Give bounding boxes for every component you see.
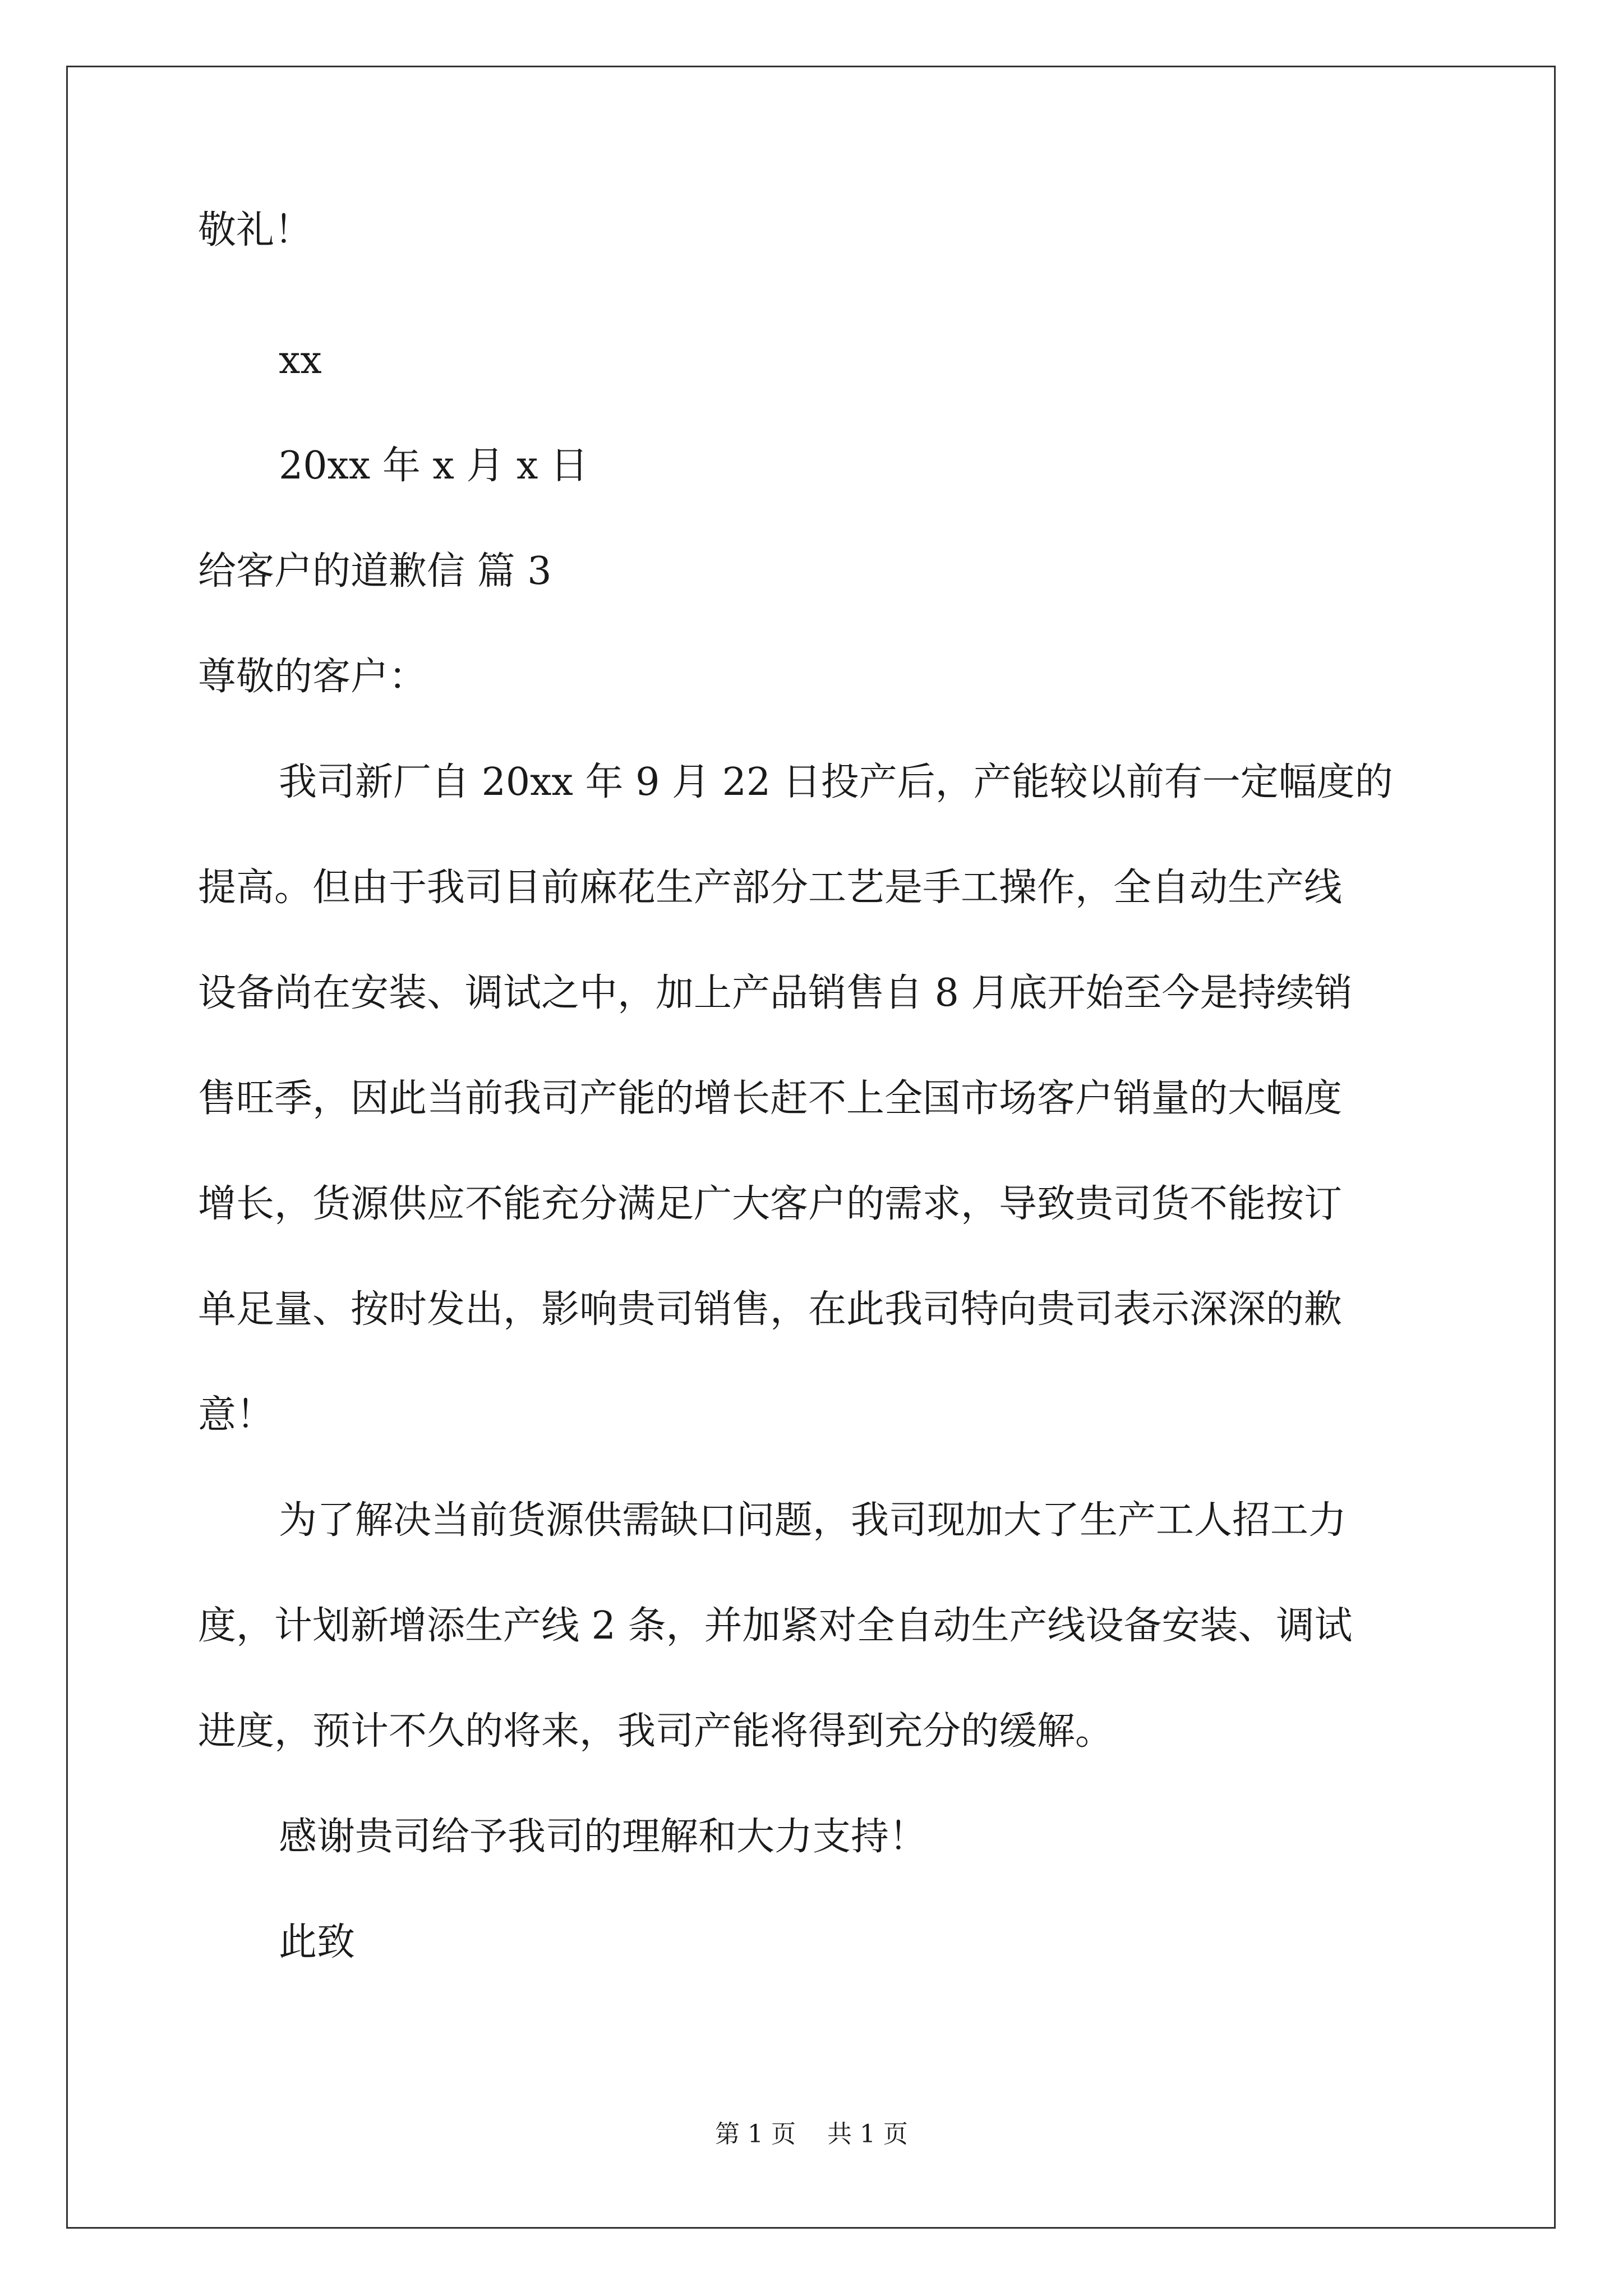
paragraph1-line: 单足量、按时发出，影响贵司销售，在此我司特向贵司表示深深的歉	[198, 1287, 1343, 1332]
paragraph1-line: 增长，货源供应不能充分满足广大客户的需求，导致贵司货不能按订	[198, 1182, 1343, 1226]
signature: xx	[279, 338, 322, 383]
paragraph2-line: 进度，预计不久的将来，我司产能将得到充分的缓解。	[198, 1709, 1114, 1754]
closing-salute: 敬礼！	[198, 208, 313, 252]
paragraph2-line: 为了解决当前货源供需缺口问题，我司现加大了生产工人招工力	[279, 1498, 1347, 1543]
closing-line: 此致	[279, 1920, 356, 1964]
paragraph1-line: 意！	[198, 1393, 275, 1437]
page-footer: 第 1 页 共 1 页	[715, 2120, 908, 2148]
paragraph1-line: 设备尚在安装、调试之中，加上产品销售自 8 月底开始至今是持续销	[198, 971, 1353, 1015]
salutation: 尊敬的客户：	[198, 655, 427, 699]
page-border	[66, 66, 1556, 2229]
paragraph1-line: 我司新厂自 20xx 年 9 月 22 日投产后，产能较以前有一定幅度的	[279, 760, 1393, 804]
thanks-line: 感谢贵司给予我司的理解和大力支持！	[279, 1815, 928, 1859]
section-title: 给客户的道歉信 篇 3	[198, 549, 552, 593]
paragraph2-line: 度，计划新增添生产线 2 条，并加紧对全自动生产线设备安装、调试	[198, 1604, 1353, 1648]
letter-date: 20xx 年 x 月 x 日	[279, 444, 589, 488]
paragraph1-line: 售旺季，因此当前我司产能的增长赶不上全国市场客户销量的大幅度	[198, 1076, 1343, 1121]
paragraph1-line: 提高。但由于我司目前麻花生产部分工艺是手工操作，全自动生产线	[198, 866, 1343, 910]
